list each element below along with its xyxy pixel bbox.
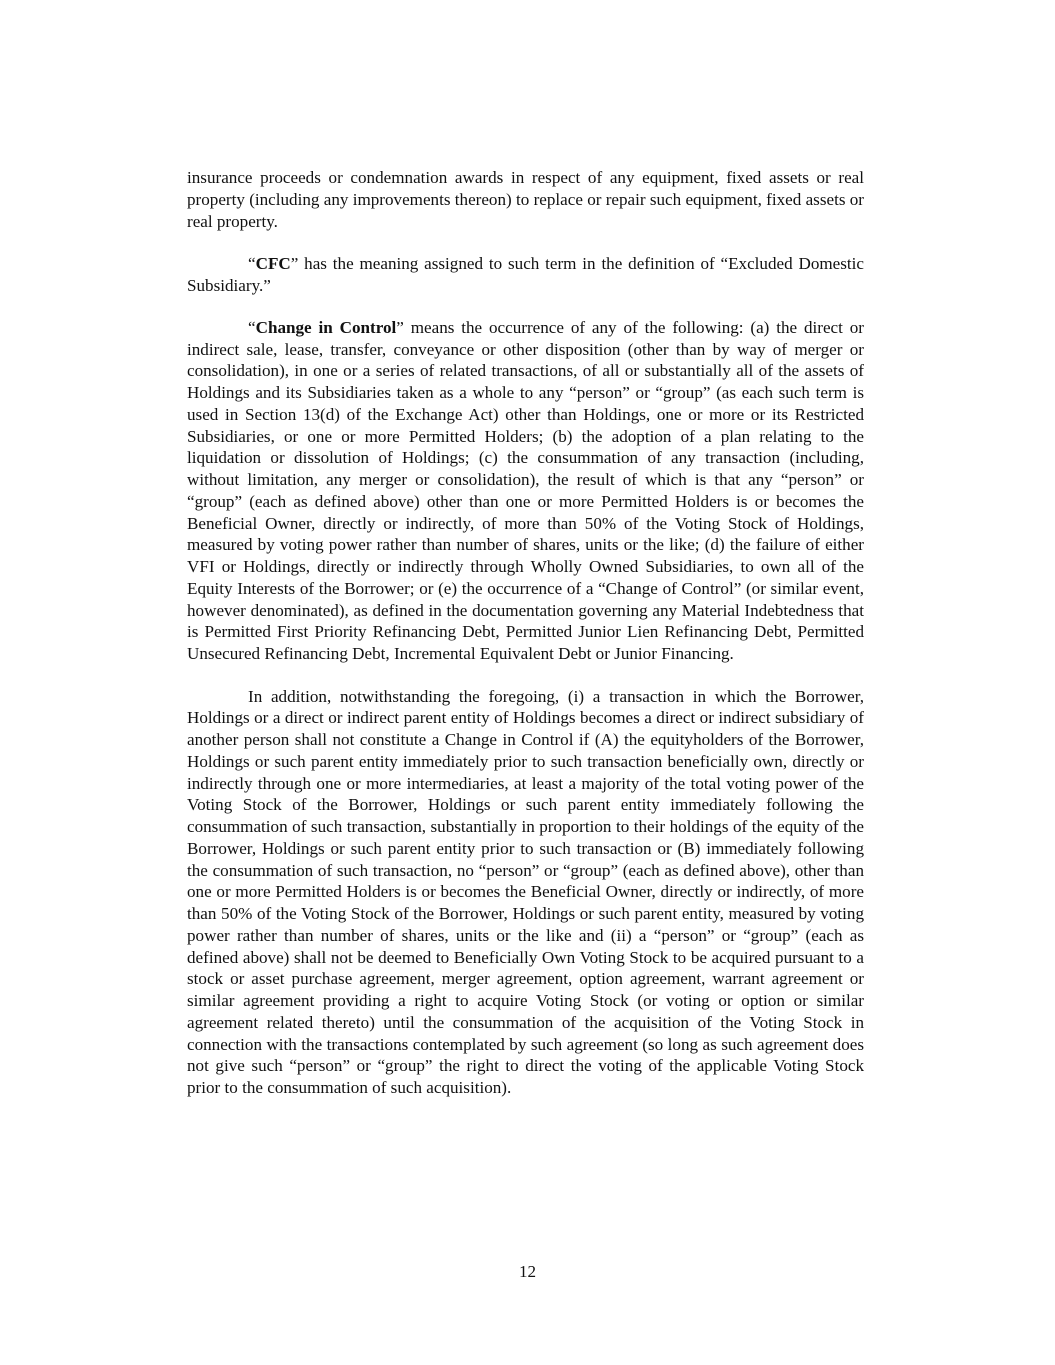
definition-cfc: “CFC” has the meaning assigned to such term in the definition of “Excluded Domestic Subsidiary.” <box>187 253 864 295</box>
definition-text: ” has the meaning assigned to such term in the definition of “Excluded Domestic Subsidiary.” <box>187 253 864 295</box>
definition-text: ” means the occurrence of any of the following: (a) the direct or indirect sale, lease, transfer, conveyance or other disposition (other than by way of merger or consolidation), in one or a series of related transactions, of all or substantially all of the assets of Holdings and its Subsidiaries taken as a whole to any “person” or “group” (as each such term is used in Section 13(d) of the Exchange Act) other than Holdings, one or more or its Restricted Subsidiaries, or one or more Permitted Holders; (b) the adoption of a plan relating to the liquidation or dissolution of Holdings; (c) the consummation of any transaction (including, without limitation, any merger or consolidation), the result of which is that any “person” or “group” (each as defined above) other than one or more Permitted Holders is or becomes the Beneficial Owner, directly or indirectly, of more than 50% of the Voting Stock of Holdings, measured by voting power rather than number of shares, units or the like; (d) the failure of either VFI or Holdings, directly or indirectly through Wholly Owned Subsidiaries, to own all of the Equity Interests of the Borrower; or (e) the occurrence of a “Change of Control” (or similar event, however denominated), as defined in the documentation governing any Material Indebtedness that is Permitted First Priority Refinancing Debt, Permitted Junior Lien Refinancing Debt, Permitted Unsecured Refinancing Debt, Incremental Equivalent Debt or Junior Financing. <box>187 317 864 664</box>
page-number: 12 <box>518 1262 537 1281</box>
defined-term: CFC <box>255 253 291 273</box>
paragraph-in-addition <box>187 686 864 1099</box>
definition-change-in-control: “Change in Control” means the occurrence of any of the following: (a) the direct or indirect sale, lease, transfer, conveyance or other disposition (other than by way of merger or consolidation), in one or a series of related transactions, of all or substantially all of the assets of Holdings and its Subsidiaries taken as a whole to any “person” or “group” (as each such term is used in Section 13(d) of the Exchange Act) other than Holdings, one or more or its Restricted Subsidiaries, or one or more Permitted Holders; (b) the adoption of a plan relating to the liquidation or dissolution of Holdings; (c) the consummation of any transaction (including, without limitation, any merger or consolidation), the result of which is that any “person” or “group” (each as defined above) other than one or more Permitted Holders is or becomes the Beneficial Owner, directly or indirectly, of more than 50% of the Voting Stock of Holdings, measured by voting power rather than number of shares, units or the like; (d) the failure of either VFI or Holdings, directly or indirectly through Wholly Owned Subsidiaries, to own all of the Equity Interests of the Borrower; or (e) the occurrence of a “Change of Control” (or similar event, however denominated), as defined in the documentation governing any Material Indebtedness that is Permitted First Priority Refinancing Debt, Permitted Junior Lien Refinancing Debt, Permitted Unsecured Refinancing Debt, Incremental Equivalent Debt or Junior Financing. <box>187 317 864 664</box>
paragraph-text: insurance proceeds or condemnation awards in respect of any equipment, fixed assets or real property (including any improvements thereon) to replace or repair such equipment, fixed assets or real property. <box>187 168 864 231</box>
paragraph-continuation <box>187 167 864 232</box>
defined-term: Change in Control <box>255 317 397 337</box>
document-body <box>187 167 864 1119</box>
paragraph-text: In addition, notwithstanding the foregoing, (i) a transaction in which the Borrower, Holdings or a direct or indirect parent entity of Holdings becomes a direct or indirect subsidiary of another person shall not constitute a Change in Control if (A) the equityholders of the Borrower, Holdings or such parent entity immediately prior to such transaction beneficially own, directly or indirectly through one or more intermediaries, at least a majority of the total voting power of the Voting Stock of the Borrower, Holdings or such parent entity immediately following the consummation of such transaction, substantially in proportion to their holdings of the equity of the Borrower, Holdings or such parent entity prior to such transaction or (B) immediately following the consummation of such transaction, no “person” or “group” (each as defined above), other than one or more Permitted Holders is or becomes the Beneficial Owner, directly or indirectly, of more than 50% of the Voting Stock of the Borrower, Holdings or such parent entity, measured by voting power rather than number of shares, units or the like and (ii) a “person” or “group” (each as defined above) shall not be deemed to Beneficially Own Voting Stock to be acquired pursuant to a stock or asset purchase agreement, merger agreement, option agreement, warrant agreement or similar agreement providing a right to acquire Voting Stock (or voting or option or similar agreement related thereto) until the consummation of the acquisition of the Voting Stock in connection with the transactions contemplated by such agreement (so long as such agreement does not give such “person” or “group” the right to direct the voting of the applicable Voting Stock prior to the consummation of such acquisition). <box>187 686 864 1098</box>
